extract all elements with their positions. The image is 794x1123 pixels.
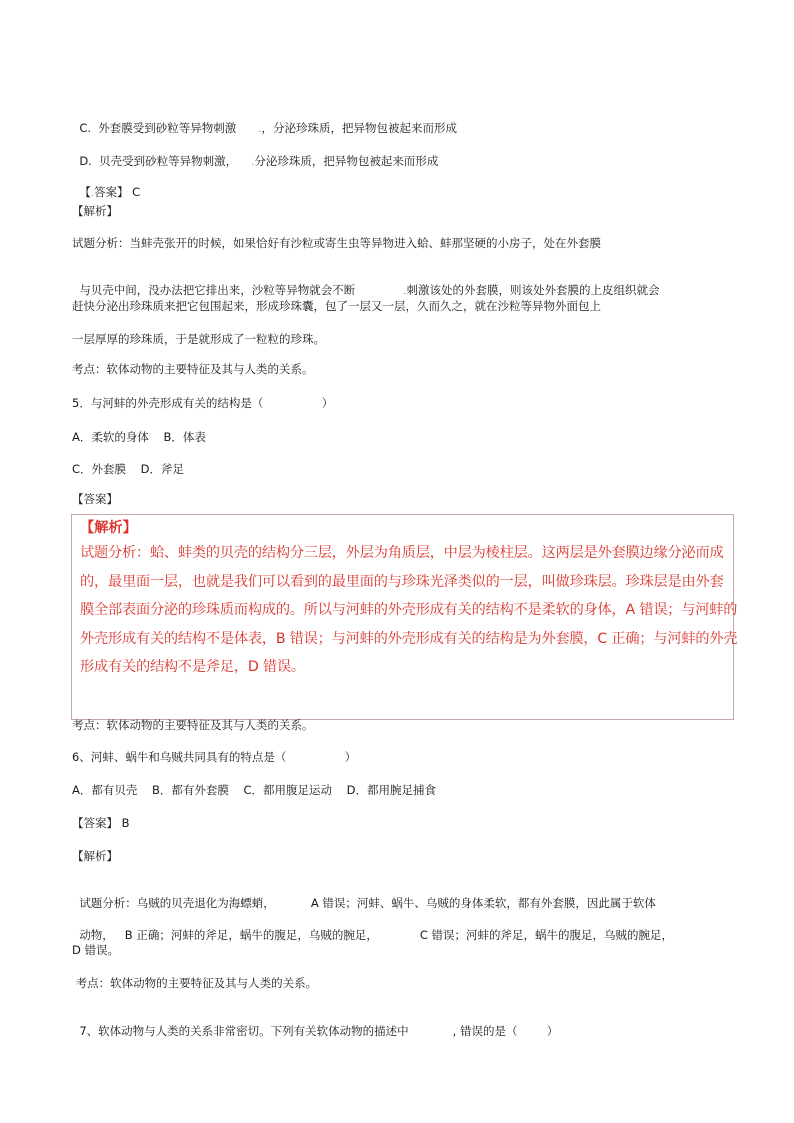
analysis-text: 动物， B 正确；河蚌的斧足，蜗牛的腹足，乌贼的腕足， C 错误；河蚌的斧足，蜗牛的腹足，乌贼的腕足， bbox=[79, 928, 674, 942]
analysis-text: 形成有关的结构不是斧足，D 错误。 bbox=[80, 659, 305, 675]
stray-mark: . bbox=[403, 286, 407, 297]
answer-line: 【.答案】 C bbox=[79, 185, 141, 199]
key-point: 考点：软体动物的主要特征及其与人类的关系。 bbox=[72, 362, 314, 376]
analysis-text: 外壳形成有关的结构不是体表，B 错误；与河蚌的外壳形成有关的结构是为外套膜，C 正确；与河蚌的外壳 bbox=[80, 630, 738, 647]
analysis-text: 与贝壳中间，没办法把它排出来，沙粒等异物就会不断 .刺激该处的外套膜，则该处外套膜的上皮组织就会 bbox=[79, 283, 660, 297]
analysis-heading: 【解析】 bbox=[72, 849, 118, 863]
analysis-text: 赶快分泌出珍珠质来把它包围起来，形成珍珠囊，包了一层又一层，久而久之，就在沙粒等异物外面包上 bbox=[72, 299, 601, 313]
question-5-options-ab: A．柔软的身体 B．体表 bbox=[72, 430, 206, 444]
stray-mark: . bbox=[258, 124, 262, 135]
analysis-text: 的，最里面一层，也就是我们可以看到的最里面的与珍珠光泽类似的一层，叫做珍珠层。珍珠层是由外套 bbox=[80, 573, 724, 590]
answer-line: 【答案】 bbox=[72, 492, 118, 506]
key-point: 考点：软体动物的主要特征及其与人类的关系。 bbox=[72, 718, 314, 732]
analysis-text: 试题分析：乌贼的贝壳退化为海螵蛸， A 错误；河蚌、蜗牛、乌贼的身体柔软，都有外套膜，因此属于软体 bbox=[79, 896, 656, 910]
question-6-stem: 6、河蚌、蜗牛和乌贼共同具有的特点是（ ） bbox=[72, 750, 357, 764]
stray-mark: . bbox=[251, 157, 255, 168]
analysis-heading: 【解析】 bbox=[80, 520, 137, 536]
analysis-text: 一层厚厚的珍珠质，于是就形成了一粒粒的珍珠。 bbox=[72, 332, 325, 346]
question-5-options-cd: C．外套膜 D．斧足 bbox=[72, 462, 185, 476]
key-point: 考点：软体动物的主要特征及其与人类的关系。 bbox=[72, 976, 318, 990]
stray-mark: . bbox=[90, 188, 94, 199]
option-d: D. 贝壳受到砂粒等异物刺激， .分泌珍珠质，把异物包被起来而形成 bbox=[79, 154, 439, 168]
analysis-text: 试题分析：蛤、蚌类的贝壳的结构分三层，外层为角质层，中层为棱柱层。这两层是外套膜边缘分泌而成 bbox=[80, 545, 724, 561]
question-6-options: A．都有贝壳 B．都有外套膜 C．都用腹足运动 D．都用腕足捕食 bbox=[72, 783, 437, 797]
analysis-text: 试题分析：当蚌壳张开的时候，如果恰好有沙粒或寄生虫等异物进入蛤、蚌那坚硬的小房子，处在外套膜 bbox=[72, 236, 601, 250]
analysis-image-box bbox=[71, 514, 738, 720]
analysis-text: 膜全部表面分泌的珍珠质而构成的。所以与河蚌的外壳形成有关的结构不是柔软的身体，A 错误；与河蚌的 bbox=[80, 602, 738, 618]
option-c: C. 外套膜受到砂粒等异物刺激 .，分泌珍珠质，把异物包被起来而形成 bbox=[79, 121, 457, 135]
answer-line: 【答案】 B bbox=[72, 816, 130, 830]
analysis-heading: 【解析】 bbox=[72, 204, 118, 218]
question-5-stem: 5．与河蚌的外壳形成有关的结构是（ ） bbox=[72, 396, 334, 410]
question-7-stem: 7、软体动物与人类的关系非常密切。下列有关软体动物的描述中 , 错误的是（ ） bbox=[79, 1024, 559, 1038]
analysis-text: D 错误。 bbox=[72, 943, 120, 957]
